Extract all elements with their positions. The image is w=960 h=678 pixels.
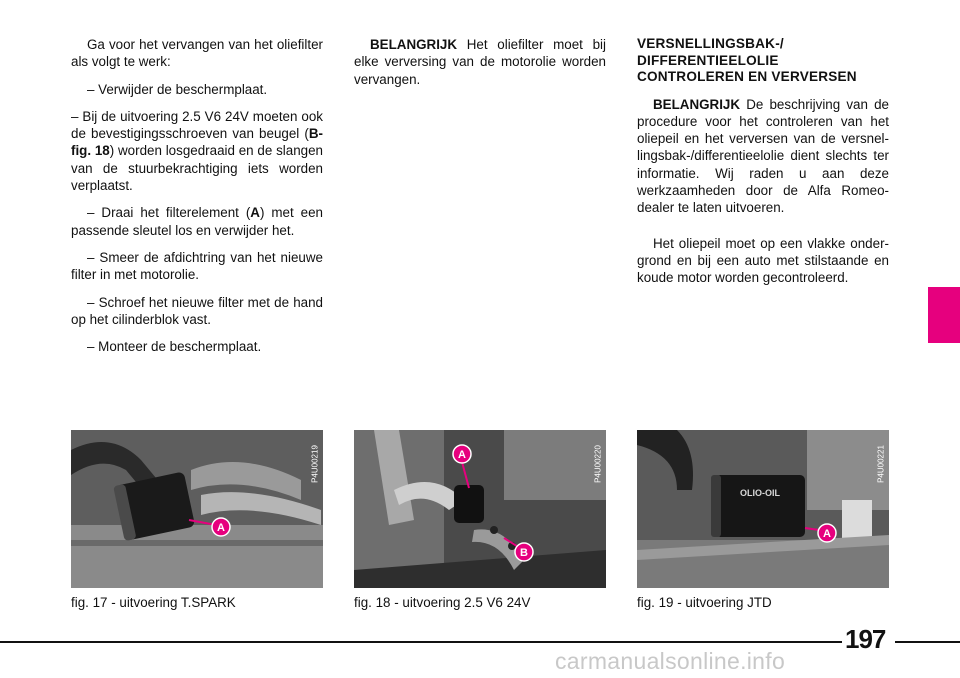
- step-remove-plate: – Verwijder de beschermplaat.: [87, 81, 268, 97]
- section-heading: VERSNELLINGSBAK-/ DIFFERENTIEELOLIE CONTROLEREN EN VERVERSEN: [637, 36, 857, 84]
- oil-level-paragraph: Het oliepeil moet op een vlakke onder-grond en bij een auto met stilstaande en koude motor worden gecontroleerd.: [637, 235, 889, 286]
- watermark: carmanualsonline.info: [555, 648, 786, 674]
- figure-17-photo: [71, 430, 323, 588]
- important-label: BELANGRIJK: [653, 96, 741, 112]
- figure-reference: B-fig. 18: [71, 126, 323, 159]
- filter-label-text: OLIO-OIL: [740, 488, 780, 498]
- footer-rule: [0, 641, 842, 643]
- page-number: 197: [845, 624, 886, 654]
- callout-a-text: A: [823, 528, 831, 540]
- figure-19-photo: [637, 430, 889, 588]
- callout-a-text: A: [217, 522, 225, 534]
- figure-code: P4U00219: [310, 445, 320, 483]
- callout-a-text: A: [458, 449, 466, 461]
- callout-b-text: B: [520, 547, 528, 559]
- step-v6-bracket: – Bij de uitvoering 2.5 V6 24V moeten ook de bevestigingsschroeven van beugel (B-fig. 18) worden losgedraaid en de slangen van de stuurbekrachtiging iets worden verplaatst.: [71, 108, 323, 194]
- important-note: BELANGRIJK Het oliefilter moet bij elke verversing van de motorolie worden vervangen.: [354, 37, 606, 87]
- step-refit-plate: – Monteer de beschermplaat.: [87, 339, 262, 355]
- footer-rule-right: [895, 641, 960, 643]
- step-lubricate-seal: – Smeer de afdichtring van het nieuwe filter in met motorolie.: [71, 249, 323, 283]
- figure-17-caption: fig. 17 - uitvoering T.SPARK: [71, 595, 236, 610]
- text-column-1: [71, 36, 323, 365]
- figure-code: P4U00220: [593, 445, 603, 483]
- section-tab: [928, 287, 960, 343]
- figure-code: P4U00221: [876, 445, 886, 483]
- figure-19-caption: fig. 19 - uitvoering JTD: [637, 595, 772, 610]
- important-label: BELANGRIJK: [370, 37, 458, 52]
- figure-18-caption: fig. 18 - uitvoering 2.5 V6 24V: [354, 595, 531, 610]
- step-unscrew-filter: – Draai het filterelement (A) met een passende sleutel los en verwijder het.: [71, 205, 323, 238]
- figure-18-photo: [354, 430, 606, 588]
- text-column-2: [354, 36, 606, 98]
- label-reference: A: [250, 205, 260, 221]
- intro-paragraph: Ga voor het vervangen van het oliefilter als volgt te werk:: [71, 37, 323, 70]
- text-column-3: [637, 36, 889, 296]
- step-screw-new-filter: – Schroef het nieuwe filter met de hand op het cilinderblok vast.: [71, 294, 323, 327]
- important-note: BELANGRIJK De beschrijving van de procedure voor het controleren van het oliepeil en het verversen van de versnel-lingsbak-/differentieelolie dient slechts ter informatie. Wij raden u aan deze werkzaamheden door de Alfa Romeo-dealer te laten uitvoeren.: [637, 96, 889, 216]
